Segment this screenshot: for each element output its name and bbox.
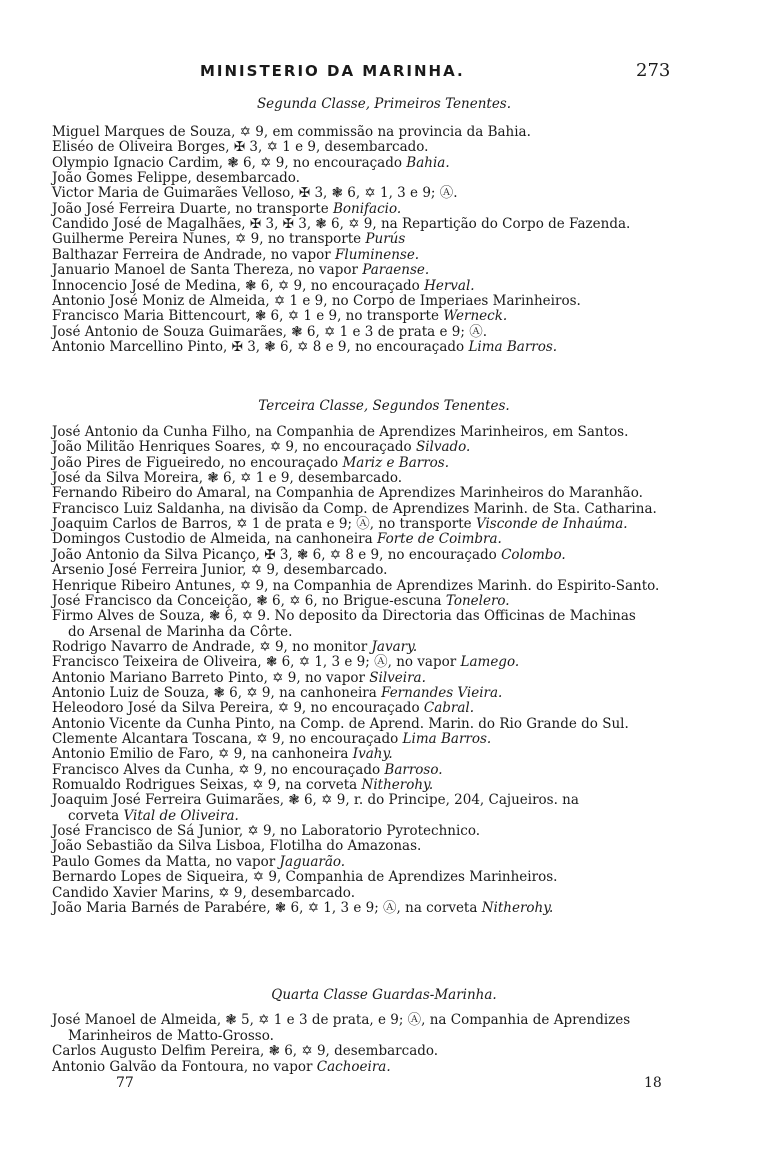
list-item xyxy=(52,562,387,578)
list-item xyxy=(52,746,393,762)
list-item xyxy=(52,823,480,839)
page-number: 273 xyxy=(636,60,671,81)
entry-text: Antonio Marcellino Pinto, ✠ 3, ❃ 6, ✡ 8 e 9, no encouraçado xyxy=(52,338,469,355)
entry-text: João Pires de Figueiredo, no encouraçado xyxy=(52,454,343,471)
entry-text: Firmo Alves de Souza, ❃ 6, ✡ 9. No deposito da Directoria das Officinas de Machinas xyxy=(52,608,636,625)
entry-text: do Arsenal de Marinha da Côrte. xyxy=(68,623,293,640)
entry-text: Antonio Mariano Barreto Pinto, ✡ 9, no vapor xyxy=(52,669,370,686)
section-title: Terceira Classe, Segundos Tenentes. xyxy=(258,398,510,414)
list-item xyxy=(52,278,475,294)
list-item xyxy=(52,900,553,916)
page-header xyxy=(0,62,768,84)
list-item xyxy=(52,324,487,340)
entry-text: Joaquim José Ferreira Guimarães, ❃ 6, ✡ 9, r. do Principe, 204, Cajueiros. na xyxy=(52,792,579,809)
list-item xyxy=(52,639,417,655)
entry-text: José Antonio da Cunha Filho, na Companhia de Aprendizes Marinheiros, em Santos. xyxy=(52,424,629,440)
entry-text: Antonio Emilio de Faro, ✡ 9, na canhoneira xyxy=(52,746,353,763)
vessel-name: Bonifacio. xyxy=(333,200,402,217)
list-item xyxy=(52,231,405,247)
list-item xyxy=(52,308,507,324)
list-item xyxy=(52,869,557,885)
vessel-name: Forte de Coimbra. xyxy=(376,531,502,548)
list-item xyxy=(52,424,628,440)
entry-text: João Gomes Felippe, desembarcado. xyxy=(52,170,300,187)
list-item xyxy=(52,439,470,455)
entry-text: Antonio Vicente da Cunha Pinto, na Comp. de Aprend. Marin. do Rio Grande do Sul. xyxy=(52,715,629,732)
entry-text: Victor Maria de Guimarães Velloso, ✠ 3, ❃ 6, ✡ 1, 3 e 9; Ⓐ. xyxy=(52,185,458,202)
list-item xyxy=(52,792,579,808)
entry-text: José da Silva Moreira, ❃ 6, ✡ 1 e 9, desembarcado. xyxy=(52,470,403,487)
vessel-name: Cabral. xyxy=(423,700,474,717)
list-item xyxy=(52,731,491,747)
entry-text: Joaquim Carlos de Barros, ✡ 1 de prata e 9; Ⓐ, no transporte xyxy=(52,516,476,533)
entry-text: João Antonio da Silva Picanço, ✠ 3, ❃ 6, ✡ 8 e 9, no encouraçado xyxy=(52,546,502,563)
list-item xyxy=(52,501,657,517)
entry-text: José Manoel de Almeida, ❃ 5, ✡ 1 e 3 de prata, e 9; Ⓐ, na Companhia de Aprendizes xyxy=(52,1012,631,1028)
vessel-name: Mariz e Barros. xyxy=(342,454,450,471)
vessel-name: Werneck. xyxy=(443,308,508,325)
entry-text: Heleodoro José da Silva Pereira, ✡ 9, no encouraçado xyxy=(52,700,424,717)
list-item xyxy=(52,139,428,155)
vessel-name: Purús xyxy=(365,231,406,248)
list-item xyxy=(52,170,300,186)
entry-text: Candido Xavier Marins, ✡ 9, desembarcado. xyxy=(52,884,355,901)
entry-text: Rodrigo Navarro de Andrade, ✡ 9, no monitor xyxy=(52,638,372,655)
list-item xyxy=(52,455,449,471)
list-item xyxy=(52,608,636,624)
entry-text: José Francisco da Conceição, ❃ 6, ✡ 6, no Brigue-escuna xyxy=(52,592,446,609)
list-item xyxy=(52,1012,630,1028)
list-item xyxy=(52,762,443,778)
entry-text: José Antonio de Souza Guimarães, ❃ 6, ✡ 1 e 3 de prata e 9; Ⓐ. xyxy=(52,323,488,340)
list-item xyxy=(52,654,519,670)
entry-text: Bernardo Lopes de Siqueira, ✡ 9, Companhia de Aprendizes Marinheiros. xyxy=(52,869,558,886)
list-item xyxy=(52,155,450,171)
entry-text: João José Ferreira Duarte, no transporte xyxy=(52,200,333,217)
list-item xyxy=(52,593,510,609)
entry-text: corveta xyxy=(68,807,124,824)
vessel-name: Visconde de Inhaúma. xyxy=(475,516,628,533)
entry-text: Arsenio José Ferreira Junior, ✡ 9, desembarcado. xyxy=(52,562,388,579)
list-item xyxy=(68,1028,274,1044)
list-item xyxy=(52,262,429,278)
list-item xyxy=(52,293,581,309)
list-item xyxy=(52,578,659,594)
entry-text: Henrique Ribeiro Antunes, ✡ 9, na Companhia de Aprendizes Marinh. do Espirito-Santo. xyxy=(52,577,660,594)
entry-text: João Sebastião da Silva Lisboa, Flotilha do Amazonas. xyxy=(52,838,422,855)
entry-text: Francisco Alves da Cunha, ✡ 9, no encouraçado xyxy=(52,761,385,778)
entry-text: Olympio Ignacio Cardim, ❃ 6, ✡ 9, no encouraçado xyxy=(52,154,407,171)
list-item xyxy=(52,685,502,701)
vessel-name: Lima Barros. xyxy=(402,731,492,747)
entry-text: Innocencio José de Medina, ❃ 6, ✡ 9, no encouraçado xyxy=(52,277,425,294)
vessel-name: Lima Barros. xyxy=(468,338,558,355)
section-title: Segunda Classe, Primeiros Tenentes. xyxy=(256,96,512,112)
vessel-name: Lamego. xyxy=(460,654,520,671)
vessel-name: Nitherohy. xyxy=(361,777,434,794)
list-item xyxy=(52,670,426,686)
list-item xyxy=(52,700,474,716)
vessel-name: Silveira. xyxy=(369,669,426,686)
vessel-name: Silvado. xyxy=(415,439,471,456)
section-title: Quarta Classe Guardas-Marinha. xyxy=(271,987,497,1003)
list-item xyxy=(52,777,433,793)
entry-text: Marinheiros de Matto-Grosso. xyxy=(68,1027,274,1044)
vessel-name: Colombo. xyxy=(501,546,566,563)
list-item xyxy=(68,808,239,824)
entry-text: Paulo Gomes da Matta, no vapor xyxy=(52,853,280,870)
entry-text: Clemente Alcantara Toscana, ✡ 9, no encouraçado xyxy=(52,731,403,747)
list-item xyxy=(52,885,355,901)
entry-text: Francisco Luiz Saldanha, na divisão da Comp. de Aprendizes Marinh. de Sta. Catharina. xyxy=(52,500,657,517)
list-item xyxy=(52,470,402,486)
list-item xyxy=(68,624,292,640)
entry-text: João Militão Henriques Soares, ✡ 9, no encouraçado xyxy=(52,439,416,456)
list-item xyxy=(52,516,628,532)
vessel-name: Vital de Oliveira. xyxy=(123,807,239,824)
list-item xyxy=(52,1043,438,1059)
list-item xyxy=(52,485,643,501)
page-title: MINISTERIO DA MARINHA. xyxy=(200,62,465,80)
entry-text: Candido José de Magalhães, ✠ 3, ✠ 3, ❃ 6, ✡ 9, na Repartição do Corpo de Fazenda. xyxy=(52,216,631,233)
vessel-name: Barroso. xyxy=(384,761,443,778)
entry-text: Antonio José Moniz de Almeida, ✡ 1 e 9, no Corpo de Imperiaes Marinheiros. xyxy=(52,292,581,309)
list-item xyxy=(52,185,458,201)
list-item xyxy=(52,716,629,732)
list-item xyxy=(52,124,531,140)
entry-text: João Maria Barnés de Parabére, ❃ 6, ✡ 1, 3 e 9; Ⓐ, na corveta xyxy=(52,899,482,916)
list-item xyxy=(52,854,345,870)
vessel-name: Paraense. xyxy=(362,262,430,279)
vessel-name: Herval. xyxy=(424,277,475,294)
vessel-name: Fluminense. xyxy=(335,246,420,263)
entry-text: Romualdo Rodrigues Seixas, ✡ 9, na corveta xyxy=(52,777,362,794)
list-item xyxy=(52,339,557,355)
entry-text: Carlos Augusto Delfim Pereira, ❃ 6, ✡ 9, desembarcado. xyxy=(52,1043,439,1060)
list-item xyxy=(52,216,630,232)
vessel-name: Javary. xyxy=(371,638,418,655)
footer-signature-left: 77 xyxy=(116,1075,134,1091)
list-item xyxy=(52,531,502,547)
list-item xyxy=(52,547,566,563)
vessel-name: Tonelero. xyxy=(445,592,510,609)
vessel-name: Cachoeira. xyxy=(316,1058,391,1075)
footer-signature-right: 18 xyxy=(644,1075,662,1091)
entry-text: Eliséo de Oliveira Borges, ✠ 3, ✡ 1 e 9, desembarcado. xyxy=(52,139,429,156)
entry-text: Domingos Custodio de Almeida, na canhoneira xyxy=(52,531,377,548)
vessel-name: Fernandes Vieira. xyxy=(381,684,503,701)
entry-text: Antonio Luiz de Souza, ❃ 6, ✡ 9, na canhoneira xyxy=(52,684,382,701)
entry-text: Guilherme Pereira Nunes, ✡ 9, no transporte xyxy=(52,231,366,248)
list-item xyxy=(52,1059,391,1075)
entry-text: Francisco Maria Bittencourt, ❃ 6, ✡ 1 e 9, no transporte xyxy=(52,308,444,325)
entry-text: Antonio Galvão da Fontoura, no vapor xyxy=(52,1058,317,1075)
vessel-name: Ivahy. xyxy=(352,746,393,763)
list-item xyxy=(52,247,419,263)
list-item xyxy=(52,201,401,217)
vessel-name: Bahia. xyxy=(406,154,450,171)
vessel-name: Jaguarão. xyxy=(279,853,346,870)
list-item xyxy=(52,838,421,854)
entry-text: Miguel Marques de Souza, ✡ 9, em commissão na provincia da Bahia. xyxy=(52,124,531,140)
entry-text: Balthazar Ferreira de Andrade, no vapor xyxy=(52,246,336,263)
entry-text: José Francisco de Sá Junior, ✡ 9, no Laboratorio Pyrotechnico. xyxy=(52,823,481,840)
entry-text: Francisco Teixeira de Oliveira, ❃ 6, ✡ 1, 3 e 9; Ⓐ, no vapor xyxy=(52,654,461,671)
entry-text: Fernando Ribeiro do Amaral, na Companhia de Aprendizes Marinheiros do Maranhão. xyxy=(52,485,643,502)
entry-text: Januario Manoel de Santa Thereza, no vapor xyxy=(52,262,363,279)
vessel-name: Nitherohy. xyxy=(481,899,554,916)
